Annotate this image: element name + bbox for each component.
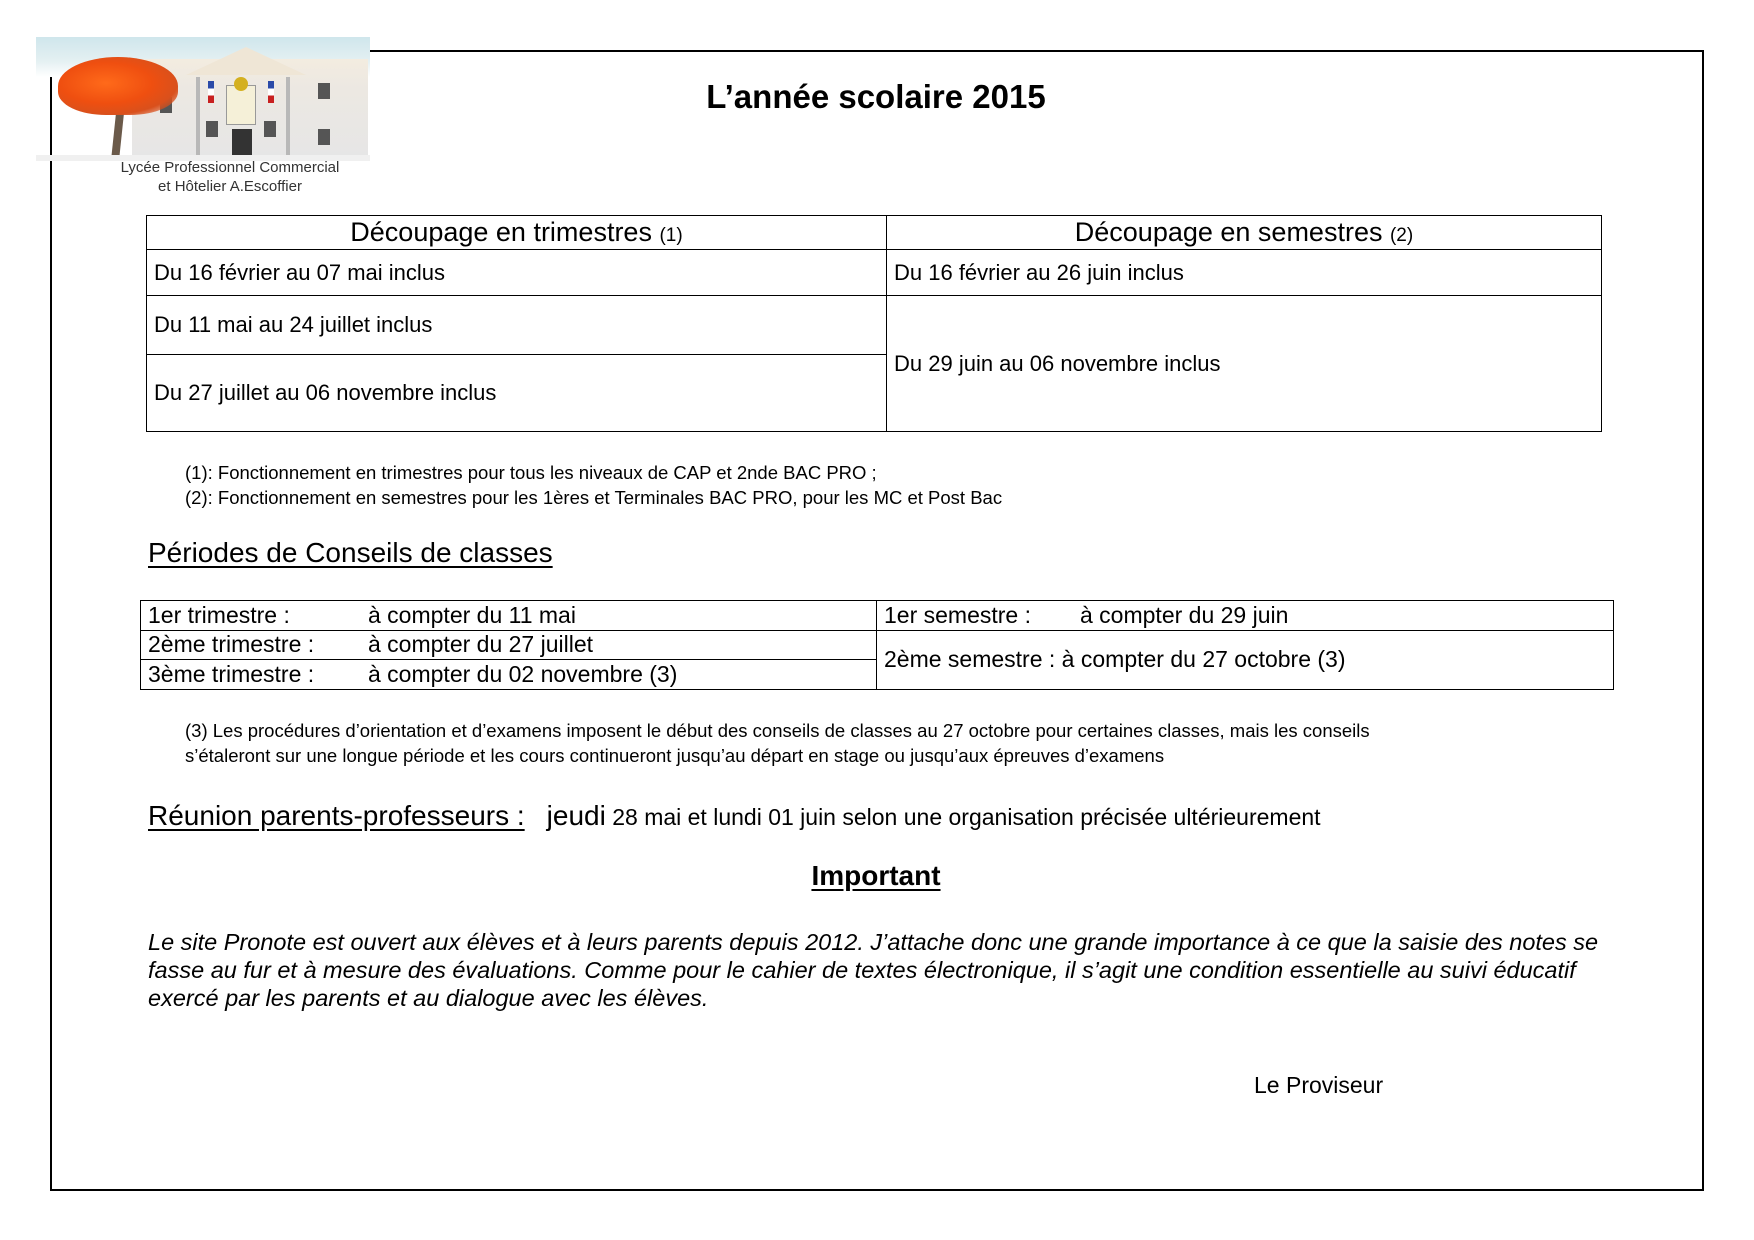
conseil-trimestre-2: 2ème trimestre : à compter du 27 juillet [141, 630, 877, 660]
trimestre-3-period: Du 27 juillet au 06 novembre inclus [147, 355, 887, 432]
flamboyant-tree [58, 57, 178, 115]
trimestre-1-period: Du 16 février au 07 mai inclus [147, 250, 887, 296]
footnote-1: (1): Fonctionnement en trimestres pour tous les niveaux de CAP et 2nde BAC PRO ; [185, 462, 877, 483]
decoupage-footnotes [185, 460, 1002, 510]
important-heading: Important [811, 860, 941, 891]
semestre-1-period: Du 16 février au 26 juin inclus [887, 250, 1602, 296]
reunion-details: 28 mai et lundi 01 juin selon une organisation précisée ultérieurement [605, 804, 1321, 830]
flag-icon [208, 81, 214, 103]
important-paragraph: Le site Pronote est ouvert aux élèves et à leurs parents depuis 2012. J’attache donc une grande importance à ce que la saisie des notes se fasse au fur et à mesure des évaluations. Comme pour le cahier de textes électronique, il s’agit une condition essentielle au suivi éducatif exercé par les parents et au dialogue avec les élèves. [148, 929, 1599, 1011]
footnote-2: (2): Fonctionnement en semestres pour les 1ères et Terminales BAC PRO, pour les MC et Post Bac [185, 487, 1003, 508]
semestre-2-period: Du 29 juin au 06 novembre inclus [887, 296, 1602, 432]
flag-icon [268, 81, 274, 103]
school-name: Lycée Professionnel Commercial et Hôtelier A.Escoffier [120, 159, 340, 195]
reunion-label: Réunion parents-professeurs : [148, 800, 525, 831]
trimestres-header: Découpage en trimestres (1) [147, 216, 887, 250]
semestres-header: Découpage en semestres (2) [887, 216, 1602, 250]
school-logo-image [36, 37, 370, 161]
trimestre-2-period: Du 11 mai au 24 juillet inclus [147, 296, 887, 355]
conseil-trimestre-1: 1er trimestre : à compter du 11 mai [141, 601, 877, 631]
reunion-parents-professeurs [148, 800, 1321, 832]
conseil-trimestre-3: 3ème trimestre : à compter du 02 novembre (3) [141, 660, 877, 690]
signature: Le Proviseur [1254, 1072, 1384, 1098]
footnote-3: (3) Les procédures d’orientation et d’examens imposent le début des conseils de classes au 27 octobre pour certaines classes, mais les conseils s’étaleront sur une longue période et les cours continueront jusqu’au départ en stage ou jusqu’aux épreuves d’examens [185, 720, 1370, 766]
conseil-semestre-1: 1er semestre : à compter du 29 juin [877, 601, 1614, 631]
reunion-day: jeudi [546, 800, 606, 831]
conseil-semestre-2: 2ème semestre : à compter du 27 octobre (3) [877, 630, 1614, 689]
decoupage-table [146, 215, 1602, 432]
conseils-heading: Périodes de Conseils de classes [148, 537, 553, 568]
page-title: L’année scolaire 2015 [706, 78, 1046, 115]
conseils-table [140, 600, 1614, 690]
